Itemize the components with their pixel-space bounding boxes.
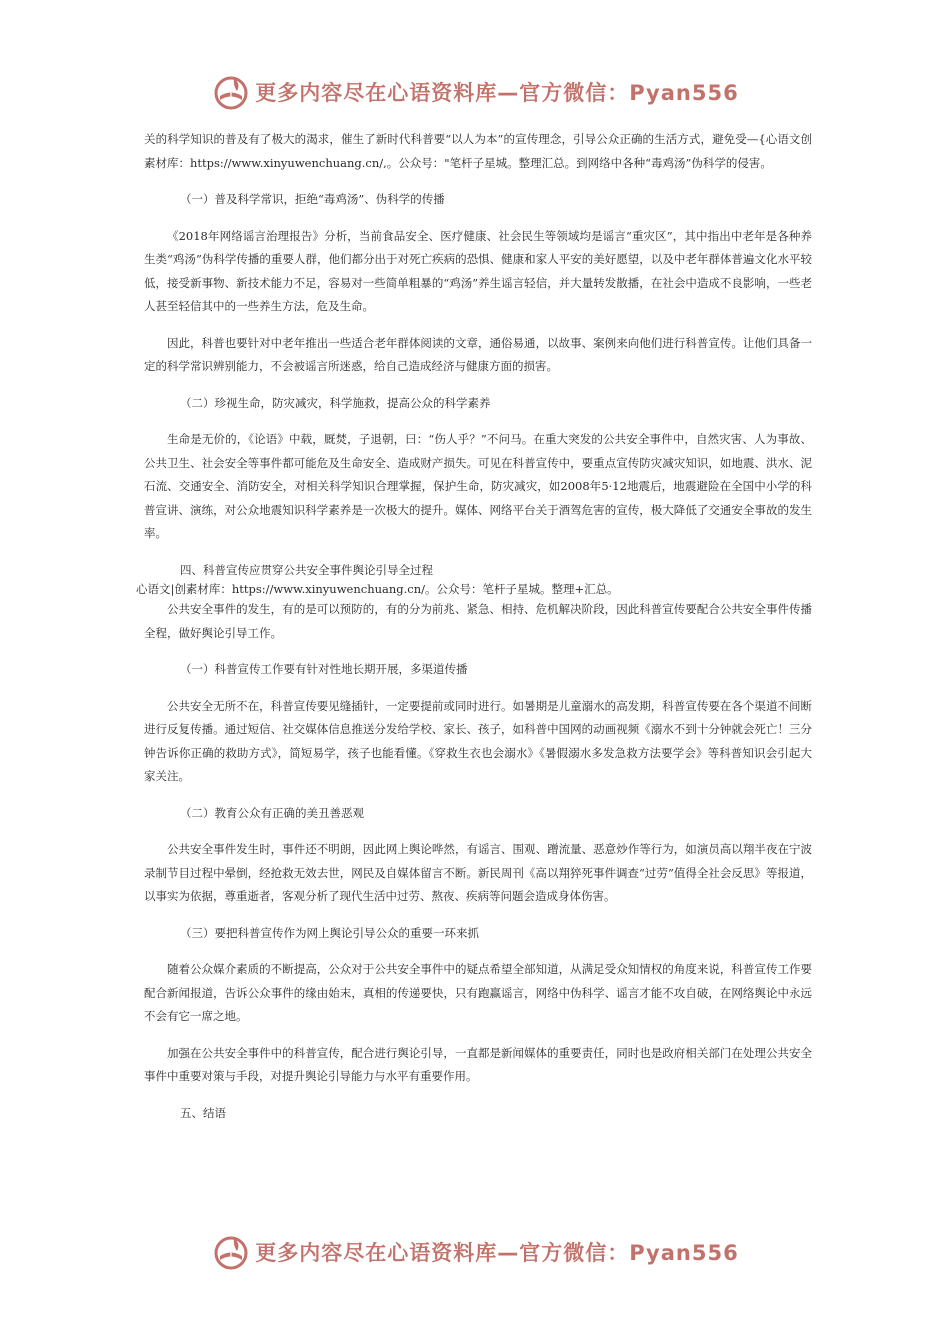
paragraph: 生命是无价的，《论语》中载，厩焚，子退朝，曰：“伤人乎？”不问马。在重大突发的公共安全事件中，自然灾害、人为事故、公共卫生、社会安全等事件都可能危及生命安全、造成财产损失。可见在科普宣传中，要重点宣传防灾减灾知识，如地震、洪水、泥石流、交通安全、消防安全，对相关科学知识合理掌握，保护生命，防灾减灾，如2008年5·12地震后，地震避险在全国中小学的科普宣讲、演练，对公众地震知识科学素养是一次极大的提升。媒体、网络平台关于酒驾危害的宣传，极大降低了交通安全事故的发生率。 bbox=[144, 432, 812, 540]
paragraph: 《2018年网络谣言治理报告》分析，当前食品安全、医疗健康、社会民生等领域均是谣言“重灾区”，其中指出中老年是各种养生类“鸡汤”伪科学传播的重要人群，他们都分出于对死亡疾病的恐惧、健康和家人平安的美好愿望，以及中老年群体普遍文化水平较低，接受新事物、新技术能力不足，容易对一些简单粗暴的“鸡汤”养生谣言轻信，并大量转发散播，在社会中造成不良影响，一些老人甚至轻信其中的一些养生方法，危及生命。 bbox=[144, 228, 812, 313]
paragraph: 公共安全事件发生时，事件还不明朗，因此网上舆论哗然，有谣言、围观、蹭流量、恶意炒作等行为，如演员高以翔半夜在宁波录制节目过程中晕倒，经抢救无效去世，网民及自媒体留言不断。新民周刊《高以翔猝死事件调查“过劳”值得全社会反思》等报道，以事实为依据，尊重逝者，客观分析了现代生活中过劳、熬夜、疾病等问题会造成身体伤害。 bbox=[144, 842, 812, 903]
section-heading: （三）要把科普宣传作为网上舆论引导公众的重要一环来抓 bbox=[180, 925, 479, 940]
paragraph: 加强在公共安全事件中的科普宣传，配合进行舆论引导，一直都是新闻媒体的重要责任，同时也是政府相关部门在处理公共安全事件中重要对策与手段，对提升舆论引导能力与水平有重要作用。 bbox=[144, 1045, 812, 1083]
banner-text: 更多内容尽在心语资料库—官方微信：Pyan556 bbox=[255, 81, 739, 105]
paragraph: 随着公众媒介素质的不断提高，公众对于公共安全事件中的疑点希望全部知道，从满足受众知情权的角度来说，科普宣传工作要配合新闻报道，告诉公众事件的缘由始末，真相的传递要快，只有跑赢谣言，网络中伪科学、谣言才能不攻自破，在网络舆论中永远不会有它一席之地。 bbox=[144, 962, 812, 1023]
section-heading: 四、科普宣传应贯穿公共安全事件舆论引导全过程 bbox=[180, 562, 433, 577]
section-heading: （二）教育公众有正确的美丑善恶观 bbox=[180, 805, 364, 820]
section-heading: （一）科普宣传工作要有针对性地长期开展，多渠道传播 bbox=[180, 662, 468, 676]
source-watermark-line: 心语文|创素材库：https://www.xinyuwenchuang.cn/。公众号：笔杆子星城。整理+汇总。 bbox=[136, 582, 619, 596]
header-banner bbox=[0, 72, 950, 112]
footer-banner bbox=[0, 1232, 950, 1272]
paragraph: 关的科学知识的普及有了极大的渴求，催生了新时代科普要“以人为本”的宣传理念，引导公众正确的生活方式，避免受—{心语文创素材库：https://www.xinyuwenchuang.cn/,。公众号："笔杆子星城。整理汇总。到网络中各种“毒鸡汤”伪科学的侵害。 bbox=[144, 132, 812, 170]
paragraph: 公共安全无所不在，科普宣传要见缝插针，一定要提前或同时进行。如暑期是儿童溺水的高发期，科普宣传要在各个渠道不间断进行反复传播。通过短信、社交媒体信息推送分发给学校、家长、孩子，如科普中国网的动画视频《溺水不到十分钟就会死亡！三分钟告诉你正确的救助方式》，简短易学，孩子也能看懂。《穿救生衣也会溺水》《暑假溺水多发急救方法要学会》等科普知识会引起大家关注。 bbox=[144, 698, 812, 783]
section-heading: （二）珍视生命，防灾减灾，科学施救，提高公众的科学素养 bbox=[180, 395, 491, 410]
book-logo-icon bbox=[211, 72, 251, 112]
paragraph: 公共安全事件的发生，有的是可以预防的，有的分为前兆、紧急、相持、危机解决阶段，因此科普宣传要配合公共安全事件传播全程，做好舆论引导工作。 bbox=[144, 602, 812, 640]
book-logo-icon bbox=[211, 1232, 251, 1272]
document-body bbox=[136, 128, 812, 1138]
section-heading: 五、结语 bbox=[180, 1105, 226, 1120]
section-heading: （一）普及科学常识，拒绝“毒鸡汤”、伪科学的传播 bbox=[180, 192, 445, 206]
banner-text: 更多内容尽在心语资料库—官方微信：Pyan556 bbox=[255, 1241, 739, 1265]
paragraph: 因此，科普也要针对中老年推出一些适合老年群体阅读的文章，通俗易通，以故事、案例来向他们进行科普宣传。让他们具备一定的科学常识辨别能力，不会被谣言所迷惑，给自己造成经济与健康方面的损害。 bbox=[144, 335, 812, 373]
